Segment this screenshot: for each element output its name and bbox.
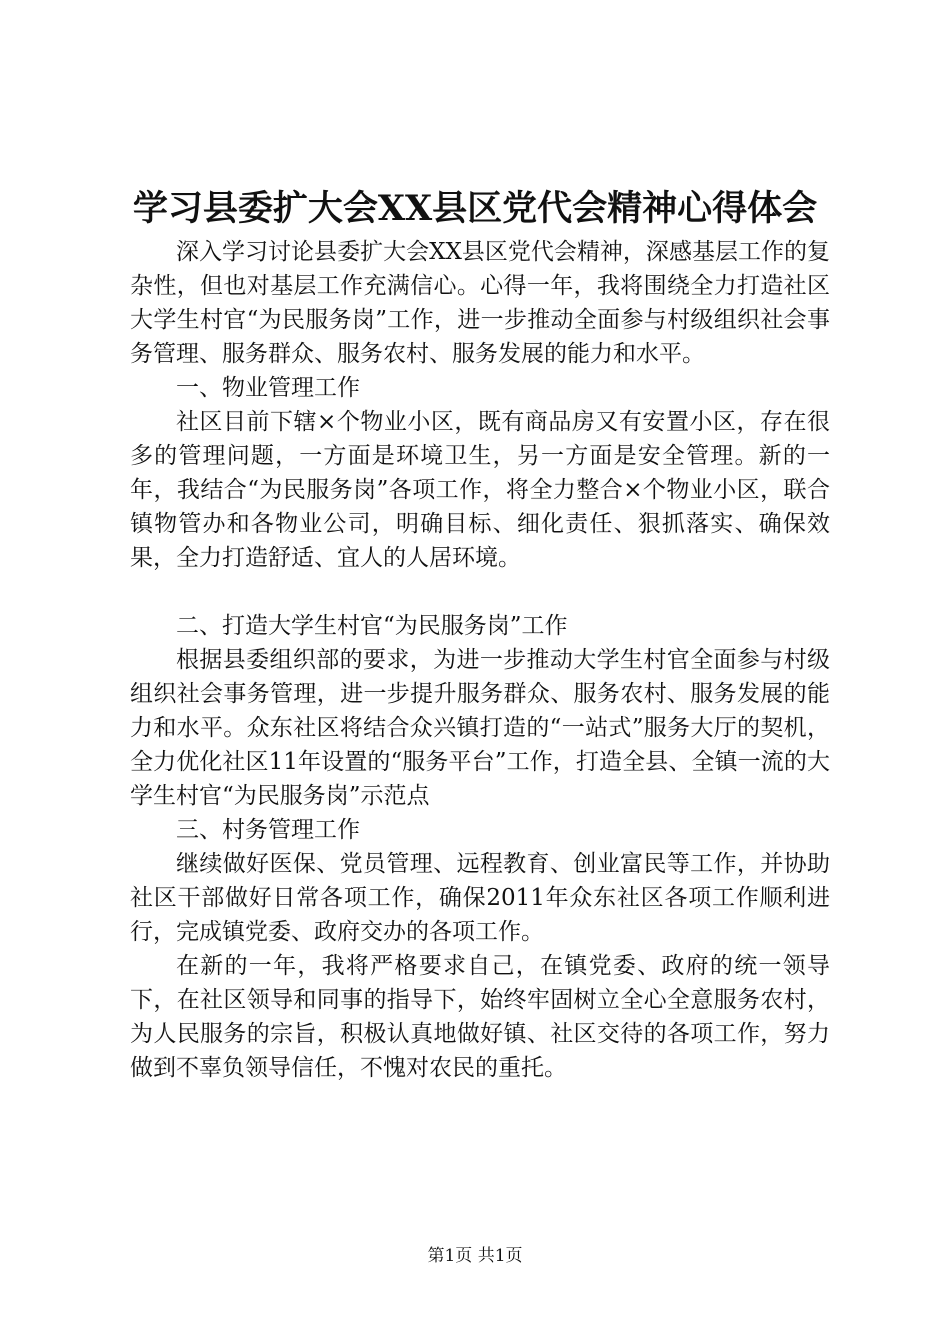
document-title: 学习县委扩大会XX县区党代会精神心得体会 <box>132 188 818 229</box>
paragraph-service-post: 根据县委组织部的要求，为进一步推动大学生村官全面参与村级组织社会事务管理，进一步提升服务群众、服务农村、服务发展的能力和水平。众东社区将结合众兴镇打造的“一站式”服务大厅的契机，全力优化社区11年设置的“服务平台”工作，打造全县、全镇一流的大学生村官“为民服务岗”示范点 <box>130 647 830 809</box>
section-heading-service-post: 二、打造大学生村官“为民服务岗”工作 <box>176 613 568 639</box>
paragraph-conclusion: 在新的一年，我将严格要求自己，在镇党委、政府的统一领导下，在社区领导和同事的指导下，始终牢固树立全心全意服务农村，为人民服务的宗旨，积极认真地做好镇、社区交待的各项工作，努力做到不辜负领导信任，不愧对农民的重托。 <box>130 953 830 1081</box>
paragraph-property: 社区目前下辖×个物业小区，既有商品房又有安置小区，存在很多的管理问题，一方面是环境卫生，另一方面是安全管理。新的一年，我结合“为民服务岗”各项工作，将全力整合×个物业小区，联合镇物管办和各物业公司，明确目标、细化责任、狠抓落实、确保效果，全力打造舒适、宜人的人居环境。 <box>130 409 830 571</box>
section-heading-property: 一、物业管理工作 <box>176 375 360 401</box>
section-heading-village-affairs: 三、村务管理工作 <box>176 817 360 843</box>
paragraph-village-affairs: 继续做好医保、党员管理、远程教育、创业富民等工作，并协助社区干部做好日常各项工作，确保2011年众东社区各项工作顺利进行，完成镇党委、政府交办的各项工作。 <box>130 851 830 945</box>
paragraph-intro: 深入学习讨论县委扩大会XX县区党代会精神，深感基层工作的复杂性，但也对基层工作充满信心。心得一年，我将围绕全力打造社区大学生村官“为民服务岗”工作，进一步推动全面参与村级组织社会事务管理、服务群众、服务农村、服务发展的能力和水平。 <box>130 239 830 367</box>
page-footer: 第1页 共1页 <box>427 1246 523 1266</box>
document-body <box>130 235 830 1085</box>
